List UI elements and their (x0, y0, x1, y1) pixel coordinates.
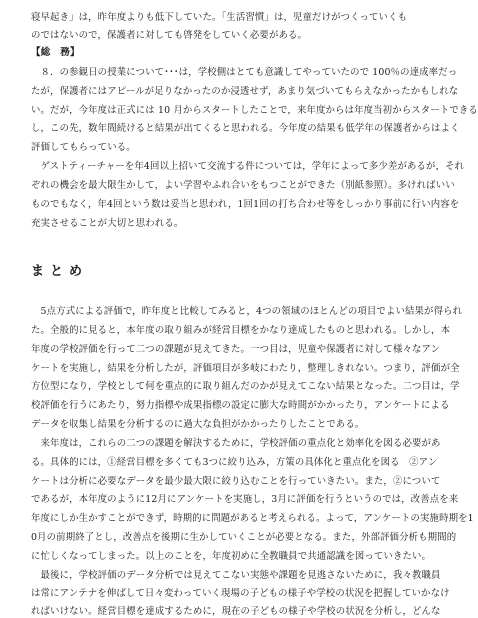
summary-p3-line-1: 最後に，学校評価のデータ分析では見えてこない実態や課題を見逃さないために，我々教職員 (31, 570, 441, 581)
top-line-1: 寝早起き」は，昨年度よりも低下していた。「生活習慣」は，児童だけがつくっていくも (31, 12, 408, 23)
top-line-2: のではないので，保護者に対しても啓発をしていく必要がある。 (31, 30, 308, 41)
general-p1-line-3: い。だが，今年度は正式には 10 月からスタートしたことで，来年度からは年度当初からスタートできる (31, 105, 478, 116)
general-p1-line-2: たが，保護者にはアピールが足りなかったのか浸透せず，あまり気づいてもらえなかったかもしれな (31, 86, 459, 97)
general-p2-line-3: ものでもなく，年4回という数は妥当と思われ，1回1回の打ち合わせ等をしっかり事前に行い内容を (31, 199, 460, 210)
summary-p3-line-3: ればいけない。経営目標を達成するために，現在の子どもの様子や学校の状況を分析し，どんな (31, 606, 441, 617)
general-p2-line-4: 充実させることが大切と思われる。 (31, 218, 184, 229)
summary-heading: まとめ (31, 264, 89, 279)
general-p1-line-4: し，この先，数年間続けると結果が出てくると思われる。今年度の結果も低学年の保護者からはよく (31, 123, 460, 134)
general-affairs-heading: 【総 務】 (31, 47, 80, 58)
summary-p1-line-7: データを収集し結果を分析するのに過大な負担がかかったりしたことである。 (31, 419, 365, 430)
general-p2-line-1: ゲストティーチャーを年4回以上招いて交流する件については，学年によって多少差があるが，それ (31, 161, 465, 172)
summary-p2-line-1: 来年度は，これらの二つの課題を解決するために，学校評価の重点化と効率化を図る必要があ (31, 438, 441, 449)
summary-p2-line-6: 0月の前期終了とし，改善点を後期に生かしていくことが必要となる。また，外部評価分析も期間的 (31, 532, 457, 543)
summary-p1-line-6: 校評価を行うにあたり，努力指標や成果指標の設定に膨大な時間がかかったり，アンケートによる (31, 400, 450, 411)
summary-p1-line-4: ケートを実施し，結果を分析したが，評価項目が多岐にわたり，整理しきれない。つまり，評価が全 (31, 363, 460, 374)
summary-p2-line-5: 年度にしか生かすことができず，時期的に問題があると考えられる。よって，アンケートの実施時期を1 (31, 513, 474, 524)
general-p2-line-2: ぞれの機会を最大限生かして，よい学習やふれ合いをもつことができた（別紙参照）。多ければいい (31, 180, 455, 191)
summary-p3-line-2: は常にアンテナを伸ばして日々変わっていく現場の子どもの様子や学校の状況を把握していかなけ (31, 588, 450, 599)
general-p1-line-1: ８．の参観日の授業について･･･は，学校側はとても意識してやっていたので 100％の達成率だっ (31, 67, 458, 78)
summary-p1-line-3: 年度の学校評価を行って二つの課題が見えてきた。一つ目は，児童や保護者に対して様々なアン (31, 344, 441, 355)
summary-p1-line-2: た。全般的に見ると，本年度の取り組みが経営目標をかなり達成したものと思われる。しかし，本 (31, 325, 451, 336)
summary-p2-line-7: に忙しくなってしまった。以上のことを，年度初めに全教職員で共通認識を図っていきたい。 (31, 551, 432, 562)
summary-p2-line-4: であるが，本年度のように12月にアンケートを実施し，3月に評価を行うというのでは，改善点を来 (31, 494, 459, 505)
summary-p1-line-5: 方位型になり，学校として何を重点的に取り組んだのかが見えてこない結果となった。二つ目は，学 (31, 381, 460, 392)
summary-p2-line-3: ケートは分析に必要なデータを最少最大限に絞り込むことを行っていきたい。また，②について (31, 476, 441, 487)
summary-p1-line-1: 5点方式による評価で，昨年度と比較してみると，4つの領域のほとんどの項目でよい結果が得られ (31, 306, 463, 317)
general-p1-line-5: 評価してもらっている。 (31, 142, 136, 153)
summary-p2-line-2: る。具体的には，①経営目標を多くても3つに絞り込み，方策の具体化と重点化を図る ②アン (31, 457, 438, 468)
